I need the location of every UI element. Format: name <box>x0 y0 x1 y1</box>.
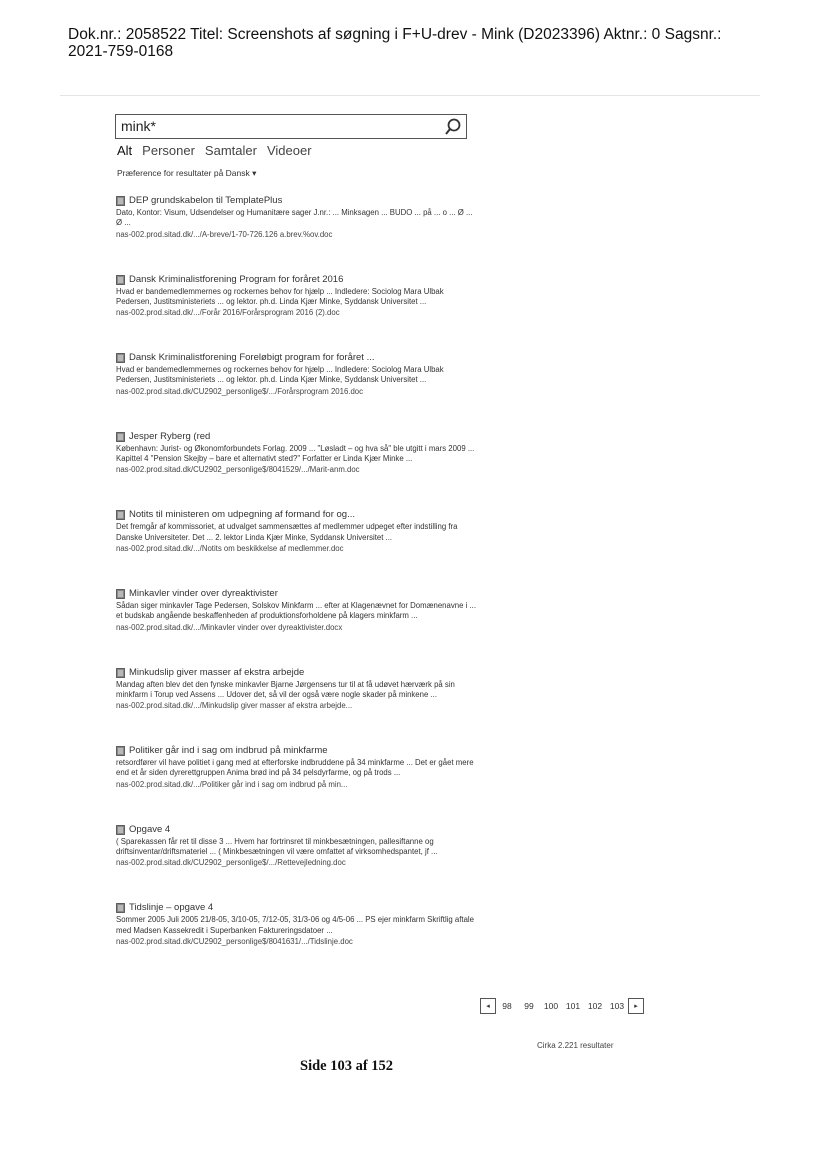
result-url[interactable]: nas-002.prod.sitad.dk/CU2902_personlige$/.../Rettevejledning.doc <box>116 858 346 868</box>
result-url[interactable]: nas-002.prod.sitad.dk/.../A-breve/1-70-726.126 a.brev.%ov.doc <box>116 229 333 239</box>
result-title[interactable]: Dansk Kriminalistforening Program for foråret 2016 <box>129 273 344 285</box>
result-snippet: Mandag aften blev det den fynske minkavler Bjarne Jørgensens tur til at få udøvet hærværk på sin minkfarm i Torup ved Assens ... Udover det, så vil der også være nogle skader på minkene ... <box>116 679 455 699</box>
result-snippet: ( Sparekassen får ret til disse 3 ... Hvem har fortrinsret til minkbesætningen, pallesiftanne og driftsinventar/driftsmateriel ... ( Minkbesætningen vil være omfattet af virksomhedspantet, jf ... <box>116 836 438 857</box>
result-title-row[interactable] <box>116 509 476 521</box>
scan-artifact-line <box>60 95 760 96</box>
document-icon <box>116 825 125 835</box>
current-page: 103 <box>609 1001 625 1011</box>
result-url[interactable]: nas-002.prod.sitad.dk/.../Politiker går ind i sag om indbrud på min... <box>116 779 348 789</box>
document-icon <box>116 510 125 520</box>
result-url[interactable]: nas-002.prod.sitad.dk/.../Minkudslip giver masser af ekstra arbejde... <box>116 701 353 711</box>
result-title-row[interactable] <box>116 745 476 757</box>
result-title[interactable]: Minkudslip giver masser af ekstra arbejde <box>129 666 305 678</box>
search-result <box>116 431 476 510</box>
search-query[interactable]: mink* <box>121 118 157 134</box>
result-title[interactable]: Tidslinje – opgave 4 <box>129 902 214 914</box>
result-title[interactable]: Minkavler vinder over dyreaktivister <box>129 587 278 599</box>
search-result <box>116 274 476 353</box>
document-icon <box>116 589 125 599</box>
results-list <box>116 195 476 981</box>
search-result <box>116 745 476 824</box>
tab-all[interactable]: Alt <box>117 143 133 158</box>
tab-people[interactable]: Personer <box>142 143 195 158</box>
document-icon <box>116 275 125 285</box>
document-icon <box>116 432 125 442</box>
result-title-row[interactable] <box>116 195 476 207</box>
search-result <box>116 352 476 431</box>
result-title-row[interactable] <box>116 431 476 443</box>
result-url[interactable]: nas-002.prod.sitad.dk/.../Notits om beskikkelse af medlemmer.doc <box>116 543 344 553</box>
result-title-row[interactable] <box>116 902 476 914</box>
result-url[interactable]: nas-002.prod.sitad.dk/CU2902_personlige$/8041529/.../Marit-anm.doc <box>116 465 360 475</box>
search-input[interactable] <box>115 114 467 139</box>
document-header <box>68 26 808 60</box>
search-result <box>116 509 476 588</box>
result-url[interactable]: nas-002.prod.sitad.dk/.../Forår 2016/Forårsprogram 2016 (2).doc <box>116 308 340 318</box>
page-link[interactable]: 99 <box>524 1001 534 1011</box>
result-url[interactable]: nas-002.prod.sitad.dk/CU2902_personlige$/8041631/.../Tidslinje.doc <box>116 936 353 946</box>
next-page-button[interactable]: ▸ <box>628 998 644 1014</box>
result-title-row[interactable] <box>116 274 476 286</box>
page-link[interactable]: 102 <box>587 1001 603 1011</box>
result-title[interactable]: Jesper Ryberg (red <box>129 430 211 442</box>
result-title[interactable]: Politiker går ind i sag om indbrud på minkfarme <box>129 745 328 757</box>
result-count: Cirka 2.221 resultater <box>537 1041 614 1050</box>
result-url[interactable]: nas-002.prod.sitad.dk/.../Minkavler vinder over dyreaktivister.docx <box>116 622 343 632</box>
result-snippet: Sommer 2005 Juli 2005 21/8-05, 3/10-05, 7/12-05, 31/3-06 og 4/5-06 ... PS ejer minkfarm Skriftlig aftale med Madsen Kassekredit i Superbanken Faktureringsdatoer ... <box>116 915 474 935</box>
result-title[interactable]: Dansk Kriminalistforening Foreløbigt program for foråret ... <box>129 352 375 364</box>
tab-conversations[interactable]: Samtaler <box>204 143 257 158</box>
result-snippet: Sådan siger minkavler Tage Pedersen, Solskov Minkfarm ... efter at Klagenævnet for Domænenavne i ... et budskab angående beskaffenheden af produktionsforholdene på klagers minkfarm ... <box>116 600 476 621</box>
search-result <box>116 588 476 667</box>
page-footer: Side 103 af 152 <box>300 1058 394 1074</box>
previous-page-button[interactable]: ◂ <box>480 998 496 1014</box>
document-icon <box>116 353 125 363</box>
pagination <box>480 998 644 1014</box>
result-url[interactable]: nas-002.prod.sitad.dk/CU2902_personlige$/.../Forårsprogram 2016.doc <box>116 386 364 396</box>
document-icon <box>116 668 125 678</box>
result-snippet: Det fremgår af kommissoriet, at udvalget sammensættes af medlemmer udpeget efter indstilling fra Danske Universiteter. Det ... 2. lektor Linda Kjær Minke, Syddansk Universitet ... <box>116 522 458 542</box>
search-result <box>116 824 476 903</box>
document-icon <box>116 746 125 756</box>
result-title-row[interactable] <box>116 667 476 679</box>
result-snippet: Hvad er bandemedlemmernes og rockernes behov for hjælp ... Indledere: Sociolog Mara Ulbak Pedersen, Justitsministeriets ... og lektor. ph.d. Linda Kjær Minke, Syddansk Universitet ... <box>116 365 444 385</box>
search-icon[interactable] <box>443 117 463 137</box>
header-line-2: 2021-759-0168 <box>68 43 174 60</box>
result-title-row[interactable] <box>116 824 476 836</box>
document-icon <box>116 196 125 206</box>
result-title[interactable]: Notits til ministeren om udpegning af formand for og... <box>129 509 356 521</box>
search-result <box>116 667 476 746</box>
result-title-row[interactable] <box>116 588 476 600</box>
search-result <box>116 902 476 981</box>
result-snippet: Hvad er bandemedlemmernes og rockernes behov for hjælp ... Indledere: Sociolog Mara Ulbak Pedersen, Justitsministeriets ... og lektor. ph.d. Linda Kjær Minke, Syddansk Universitet ... <box>116 286 444 306</box>
header-line-1: Dok.nr.: 2058522 Titel: Screenshots af søgning i F+U-drev - Mink (D2023396) Aktnr.: 0 Sagsnr.: <box>68 26 722 43</box>
result-snippet: retsordfører vil have politiet i gang med at efterforske indbruddene på 34 minkfarme ... Det er gået mere end et år siden dyrerettgruppen Anima brød ind på 34 pelsdyrfarme, og på trods ... <box>116 758 474 778</box>
result-title-row[interactable] <box>116 352 476 364</box>
page-link[interactable]: 100 <box>543 1001 559 1011</box>
tab-videos[interactable]: Videoer <box>266 143 312 158</box>
search-tabs <box>117 143 312 158</box>
result-title[interactable]: DEP grundskabelon til TemplatePlus <box>129 195 283 206</box>
result-snippet: København: Jurist- og Økonomforbundets Forlag. 2009 ... "Løsladt – og hva så" ble utgitt i mars 2009 ... Kapittel 4 "Pension Skejby – bare et alternativt sted?" Forfatter er Linda Kjær Minke ... <box>116 443 475 464</box>
result-title[interactable]: Opgave 4 <box>129 823 171 835</box>
language-preference-link[interactable]: Præference for resultater på Dansk ▾ <box>117 168 257 178</box>
page-link[interactable]: 98 <box>502 1001 512 1011</box>
search-result <box>116 195 476 274</box>
page-link[interactable]: 101 <box>565 1001 581 1011</box>
result-snippet: Dato, Kontor: Visum, Udsendelser og Humanitære sager J.nr.: ... Minksagen ... BUDO ... på ... o ... Ø ... Ø ... <box>116 208 473 228</box>
document-icon <box>116 903 125 913</box>
